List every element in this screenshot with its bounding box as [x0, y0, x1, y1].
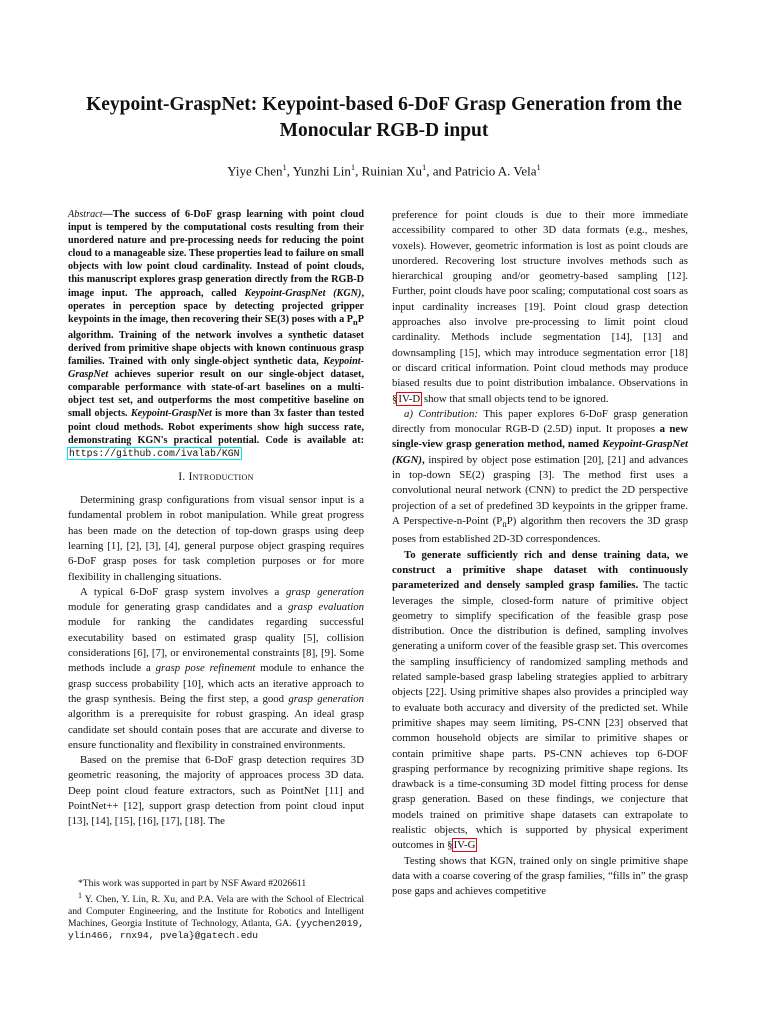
author-emails: {yychen2019, ylin466, rnx94, pvela}@gatech.edu — [68, 918, 364, 942]
section-number: I. — [178, 470, 186, 483]
footnotes — [68, 878, 364, 942]
contribution-label: a) Contribution: — [404, 407, 478, 420]
author-separator: , and — [426, 163, 455, 179]
intro-paragraph: A typical 6-DoF grasp system involves a grasp generation module for generating grasp candidates and a grasp evaluation module for ranking the candidates regarding successful executability based on estimated grasp quality [5], collision considerations [6], [7], or environemental constraints [8], [9]. Some methods include a grasp pose refinement module to enhance the grasp success probability [10], which acts an iterative approach to the grasp synthesis. Being the first step, a good grasp generation algorithm is a prerequisite for robust grasping. An ideal grasp candidate set should contain poses that are accurate and diverse to ensure functionality and flexibility in constrained environments. — [68, 585, 364, 751]
abstract-dash: — — [102, 209, 113, 220]
body-paragraph: Testing shows that KGN, trained only on single primitive shape data with a coarse covering of the grasp families, “fills in” the grasp pose gaps and achieves competitive — [392, 854, 688, 898]
author-name: Yiye Chen — [227, 163, 283, 179]
body-paragraph: To generate sufficiently rich and dense training data, we construct a primitive shape dataset with continuously parameterized and densely sampled grasp families. The tactic leverages the simple, closed-form nature of primitive object geometry to simplify specification of the feasible grasp pose distribution. Once the distribution is defined, sampling involves generating a uniform cover of the feasible grasp set. This overcomes the sampling insufficiency of randomized sampling methods and related sample-based grasp labeling strategies applied to arbitrary objects [22]. Using primitive shapes also provides a principled way to evaluate both accuracy and diversity of the predicted set. While primitive shapes may seem limiting, PS-CNN [23] observed that common household objects are similar to primitive shapes or contain primitive shape parts. PS-CNN achieves top 6-DOF grasping performance by recognizing primitive shape regions. Its drawback is a time-consuming 3D model fitting process for dense grasp generation. Based on these findings, we conjecture that models trained on primitive shape datasets can extrapolate to realistic objects, which is supported by physical experiment outcomes in §IV-G — [392, 548, 688, 852]
author-name: Yunzhi Lin — [292, 163, 351, 179]
left-column — [68, 208, 364, 830]
code-link[interactable]: https://github.com/ivalab/KGN — [69, 447, 240, 459]
abstract — [68, 208, 364, 460]
footnote-affiliation: $^1$ Y. Chen, Y. Lin, R. Xu, and P.A. Vela are with the School of Electrical and Computer Engineering, and the Institute for Robotics and Intelligent Machines, Georgia Institute of Technology, Atlanta, GA. {yychen2019, ylin466, rnx94, pvela}@gatech.edu — [68, 891, 364, 942]
author-separator: , — [355, 163, 362, 179]
affiliation-mark: 1 — [421, 162, 427, 172]
affiliation-mark: 1 — [350, 162, 356, 172]
author-list — [40, 162, 728, 179]
section-ref-link[interactable]: IV-G — [453, 839, 476, 852]
abstract-text: The success of 6-DoF grasp learning with point cloud input is tempered by the computational costs resulting from their unordered nature and pre-processing needs for reducing the point cloud to a manageable size. These properties lead to failure on small objects with low point cloud cardinality. Instead of point clouds, this manuscript explores grasp generation directly from the RGB-D image input. The approach, called Keypoint-GraspNet (KGN), operates in perception space by detecting projected gripper keypoints in the image, then recovering their SE(3) poses with a $P_nP$ algorithm. Training of the network involves a synthetic dataset derived from primitive shape objects with known continuous grasp families. Trained with only single-object synthetic data, Keypoint-GraspNet achieves superior result on our single-object dataset, comparable performance with state-of-art baselines on a multi-object test set, and outperforms the most competitive baseline on small objects. Keypoint-GraspNet is more than 3x faster than tested point cloud methods. Robot experiments show high success rate, demonstrating KGN's practical potential. Code is available at: https://github.com/ivalab/KGN — [68, 209, 364, 459]
affiliation-mark: 1 — [282, 162, 287, 172]
contribution-paragraph: a) Contribution: This paper explores 6-DoF grasp generation directly from monocular RGB-D (2.5D) input. It proposes a new single-view grasp generation method, named Keypoint-GraspNet (KGN), inspired by object pose estimation [20], [21] and advances in top-down SE(2) grasping [3]. The method first uses a convolutional neural network (CNN) to predict the 2D perspective projection of a set of predefined 3D keypoints in the gripper frame. A Perspective-n-Point $(P_nP)$ algorithm then recovers the 3D grasp poses from established 2D-3D correspondences. — [392, 407, 688, 546]
author-name: Patricio A. Vela — [454, 163, 537, 179]
section-heading — [68, 470, 364, 485]
intro-paragraph: Based on the premise that 6-DoF grasp detection requires 3D geometric reasoning, the majority of approaces process 3D data. Deep point cloud feature extractors, such as PointNet [11] and PointNet++ [12], support grasp detection from point cloud input [13], [14], [15], [16], [17], [18]. The — [68, 754, 364, 828]
footnote-funding: *This work was supported in part by NSF Award #2026611 — [78, 878, 307, 889]
affiliation-mark: 1 — [536, 162, 541, 172]
section-ref-link[interactable]: IV-D — [398, 392, 421, 405]
body-paragraph: preference for point clouds is due to their more immediate accessibility compared to other 3D data formats (e.g., meshes, voxels). However, geometric information is lost as point clouds are unordered. Recovering lost structure involves methods such as hierarchical grouping and/or geometry-based sampling [12]. Further, point clouds have poor scaling; computational cost soars as input cardinality increases [19]. Point cloud grasp detection approaches also involve pre-processing to limit point cloud cardinality. Methods include segmentation [14], [13] and downsampling [15], which may introduce segmentation error [18] or discard critical information. Point cloud methods may produce biased results due to point distribution imbalance. Observations in §IV-D show that small objects tend to be ignored. — [392, 209, 688, 405]
author-separator: , — [286, 163, 293, 179]
author-name: Ruinian Xu — [361, 163, 422, 179]
right-column — [392, 208, 688, 900]
paper-title: Keypoint-GraspNet: Keypoint-based 6-DoF Grasp Generation from the Monocular RGB-D input — [86, 94, 682, 141]
section-name: Introduction — [188, 470, 254, 483]
abstract-label: Abstract — [68, 209, 103, 220]
intro-paragraph: Determining grasp configurations from visual sensor input is a fundamental problem in robot manipulation. While great progress has been made on the detection of top-down grasps using deep learning [1], [2], [3], [4], general purpose object grasping requires 6-DoF grasp poses for task completion purposes or for more flexibility in challenging situations. — [68, 494, 364, 583]
